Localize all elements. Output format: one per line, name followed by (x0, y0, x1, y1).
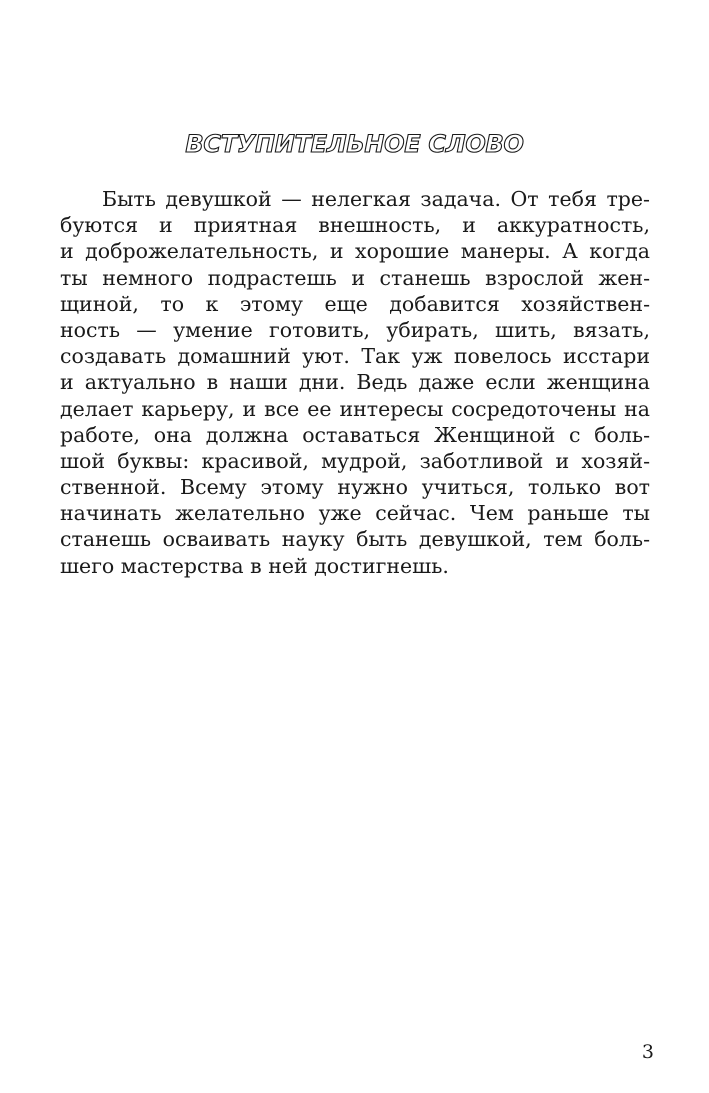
paragraph-line: начинать желательно уже сейчас. Чем раньше ты (60, 501, 650, 526)
paragraph-line: щиной, то к этому еще добавится хозяйствен- (60, 291, 650, 316)
paragraph-line: буются и приятная внешность, и аккуратность, (60, 213, 650, 238)
paragraph-line: и актуально в наши дни. Ведь даже если женщина (60, 370, 650, 395)
paragraph-line: делает карьеру, и все ее интересы сосредоточены на (60, 396, 650, 421)
paragraph-line: создавать домашний уют. Так уж повелось исстари (60, 344, 650, 369)
intro-paragraph (60, 186, 650, 579)
paragraph-line: станешь осваивать науку быть девушкой, тем боль- (60, 527, 650, 552)
paragraph-line: ты немного подрастешь и станешь взрослой жен- (60, 265, 650, 290)
paragraph-line: Быть девушкой — нелегкая задача. От тебя тре- (102, 187, 650, 211)
paragraph-line: ственной. Всему этому нужно учиться, только вот (60, 475, 650, 500)
paragraph-line: и доброжелательность, и хорошие манеры. А когда (60, 239, 650, 264)
page-number: 3 (641, 1041, 654, 1063)
paragraph-line: работе, она должна оставаться Женщиной с боль- (60, 422, 650, 447)
paragraph-line: шего мастерства в ней достигнешь. (60, 553, 449, 578)
chapter-heading: ВСТУПИТЕЛЬНОЕ СЛОВО (185, 130, 524, 158)
paragraph-line: ность — умение готовить, убирать, шить, вязать, (60, 317, 650, 342)
paragraph-line: шой буквы: красивой, мудрой, заботливой и хозяй- (60, 448, 650, 473)
